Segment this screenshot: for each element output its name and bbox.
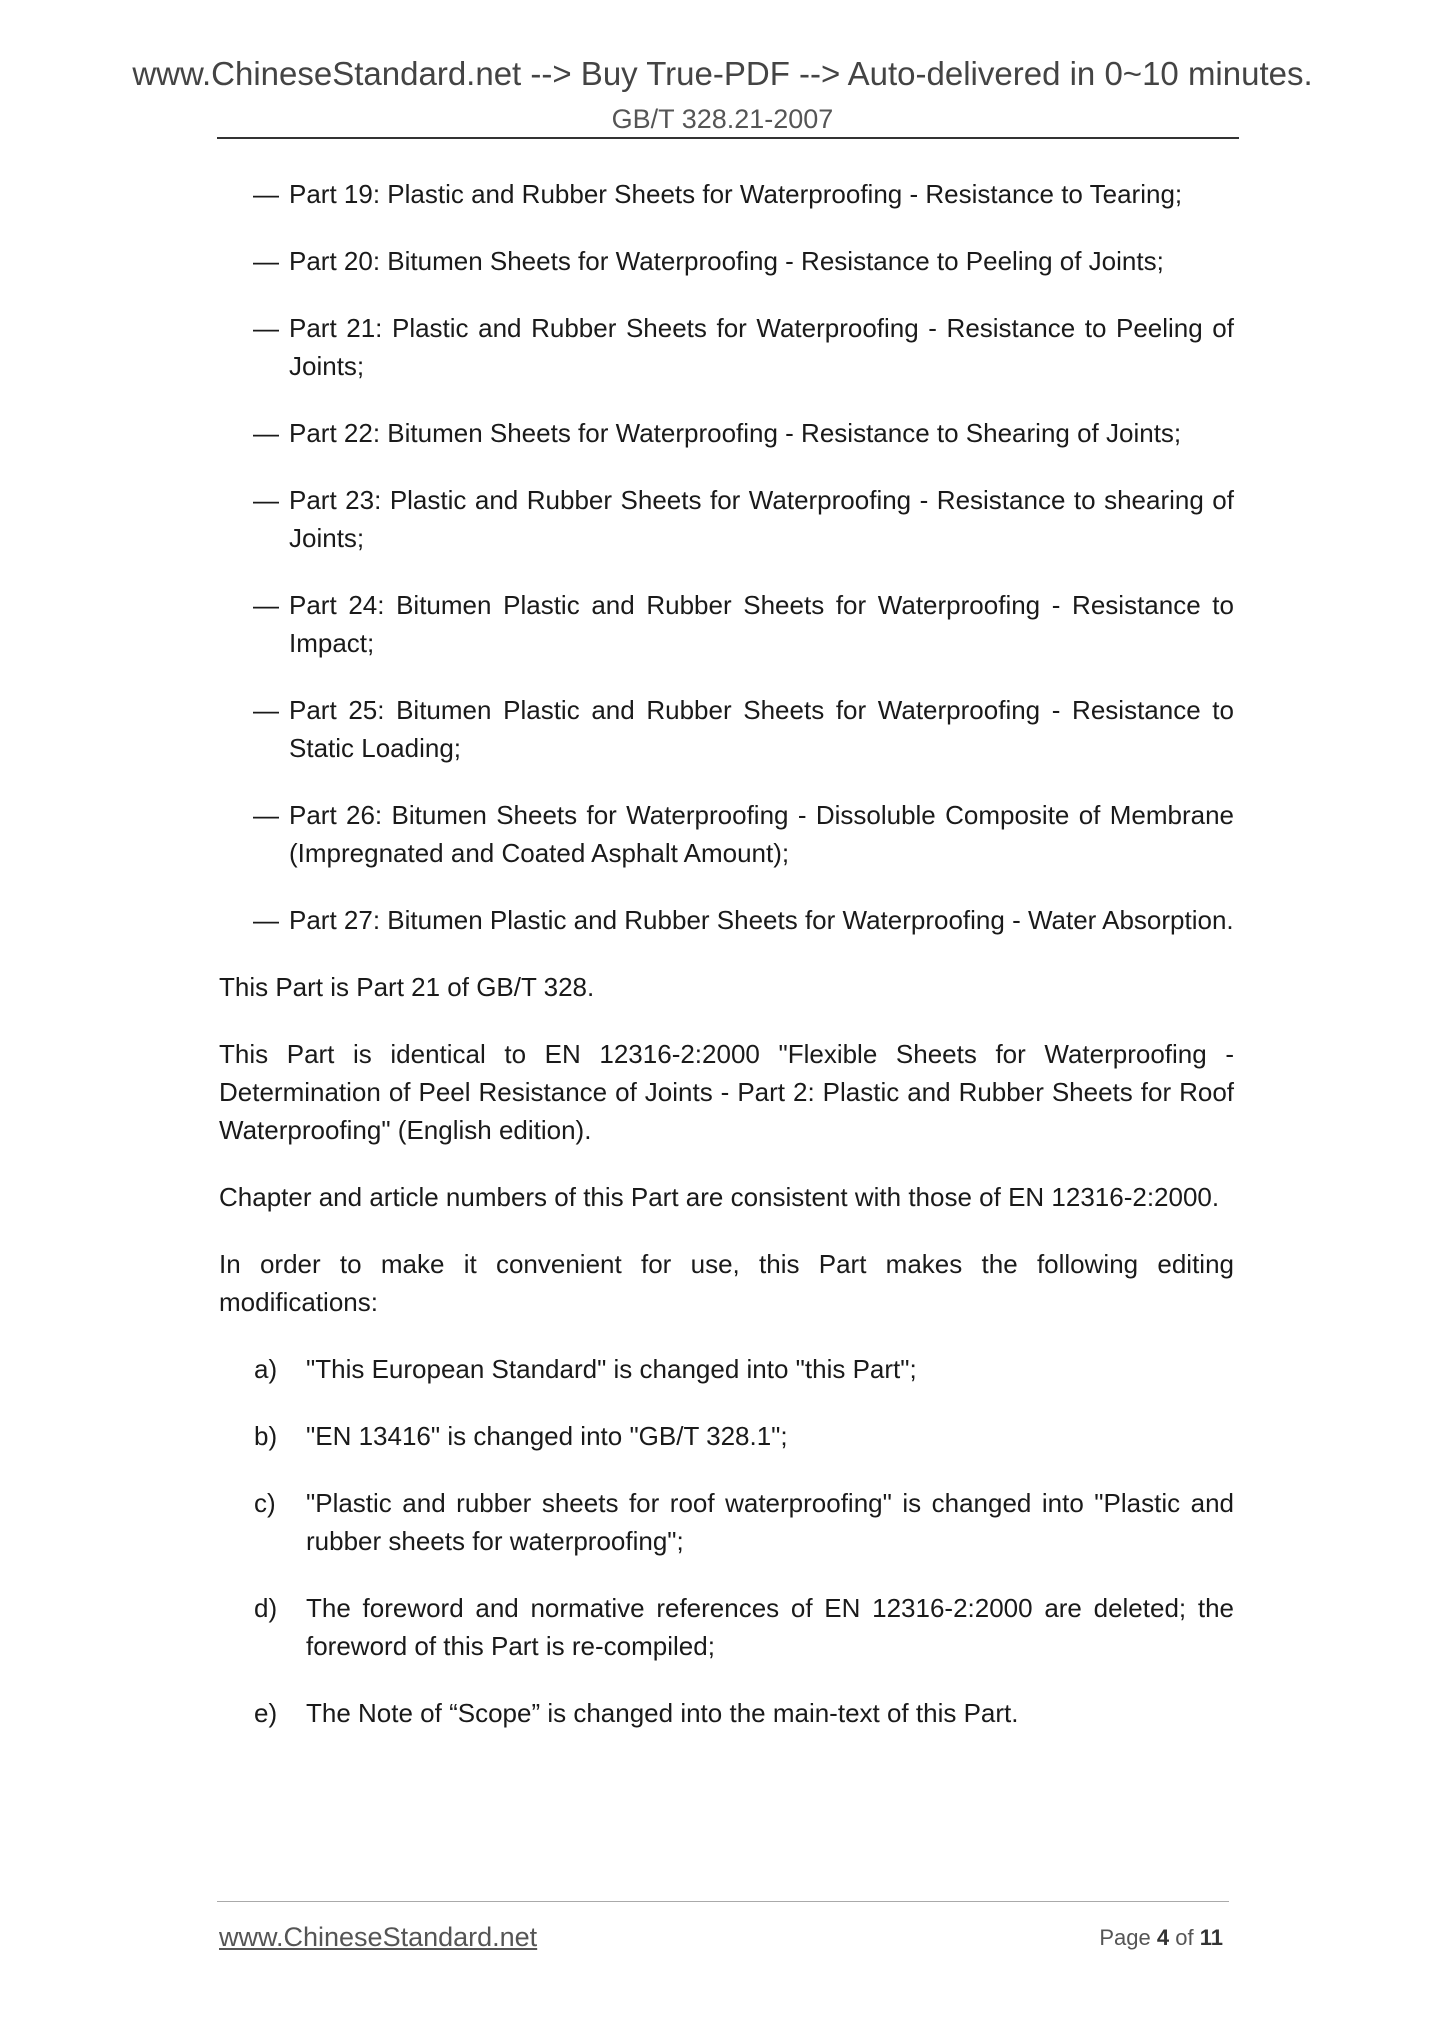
- page-current: 4: [1156, 1925, 1170, 1950]
- list-item-text: Part 22: Bitumen Sheets for Waterproofing - Resistance to Shearing of Joints;: [289, 418, 1182, 448]
- modification-item-e: [219, 1694, 1234, 1732]
- list-dash: —: [253, 590, 279, 620]
- list-dash: —: [253, 179, 279, 209]
- footer-site-link[interactable]: www.ChineseStandard.net: [219, 1922, 538, 1952]
- paragraph-identical-standard: This Part is identical to EN 12316-2:2000 "Flexible Sheets for Waterproofing - Determination of Peel Resistance of Joints - Part 2: Plastic and Rubber Sheets for Roof Waterproofing" (English edition).: [219, 1039, 1234, 1145]
- list-item-part-21: [219, 309, 1234, 385]
- list-dash: —: [253, 485, 279, 515]
- list-marker: e): [254, 1698, 278, 1728]
- footer-divider: [217, 1901, 1229, 1902]
- list-item-part-19: [219, 175, 1234, 213]
- paragraph-modifications-intro: In order to make it convenient for use, this Part makes the following editing modifications:: [219, 1249, 1234, 1317]
- list-dash: —: [253, 695, 279, 725]
- list-marker: d): [254, 1593, 278, 1623]
- list-item-text: "This European Standard" is changed into "this Part";: [306, 1354, 917, 1384]
- list-dash: —: [253, 418, 279, 448]
- modification-item-a: [219, 1350, 1234, 1388]
- list-item-part-22: [219, 414, 1234, 452]
- document-code: GB/T 328.21-2007: [611, 104, 834, 134]
- page-content: [219, 175, 1234, 1761]
- list-item-text: "EN 13416" is changed into "GB/T 328.1";: [306, 1421, 788, 1451]
- paragraph-part-number: This Part is Part 21 of GB/T 328.: [219, 972, 595, 1002]
- list-item-text: "Plastic and rubber sheets for roof waterproofing" is changed into "Plastic and rubber sheets for waterproofing";: [306, 1488, 1234, 1556]
- list-dash: —: [253, 246, 279, 276]
- list-item-part-20: [219, 242, 1234, 280]
- list-item-text: Part 23: Plastic and Rubber Sheets for Waterproofing - Resistance to shearing of Joints;: [289, 485, 1234, 553]
- list-dash: —: [253, 905, 279, 935]
- list-dash: —: [253, 313, 279, 343]
- page-number: [1099, 1925, 1223, 1951]
- list-item-part-27: [219, 901, 1234, 939]
- list-item-part-25: [219, 691, 1234, 767]
- header-divider: [217, 137, 1239, 139]
- list-item-text: Part 19: Plastic and Rubber Sheets for Waterproofing - Resistance to Tearing;: [289, 179, 1183, 209]
- list-item-part-26: [219, 796, 1234, 872]
- list-item-text: The Note of “Scope” is changed into the main-text of this Part.: [306, 1698, 1019, 1728]
- page-of: of: [1175, 1925, 1194, 1950]
- list-marker: b): [254, 1421, 278, 1451]
- modification-item-b: [219, 1417, 1234, 1455]
- list-marker: c): [254, 1488, 276, 1518]
- list-marker: a): [254, 1354, 278, 1384]
- page-banner: www.ChineseStandard.net --> Buy True-PDF --> Auto-delivered in 0~10 minutes.: [132, 55, 1313, 92]
- list-item-text: Part 24: Bitumen Plastic and Rubber Sheets for Waterproofing - Resistance to Impact;: [289, 590, 1234, 658]
- modification-item-c: [219, 1484, 1234, 1560]
- list-item-part-24: [219, 586, 1234, 662]
- list-item-part-23: [219, 481, 1234, 557]
- list-dash: —: [253, 800, 279, 830]
- list-item-text: Part 26: Bitumen Sheets for Waterproofing - Dissoluble Composite of Membrane (Impregnated and Coated Asphalt Amount);: [289, 800, 1234, 868]
- page-label: Page: [1099, 1925, 1151, 1950]
- modification-item-d: [219, 1589, 1234, 1665]
- page-total: 11: [1199, 1925, 1223, 1950]
- paragraph-numbering: Chapter and article numbers of this Part are consistent with those of EN 12316-2:2000.: [219, 1182, 1220, 1212]
- list-item-text: Part 21: Plastic and Rubber Sheets for Waterproofing - Resistance to Peeling of Joints;: [289, 313, 1234, 381]
- list-item-text: Part 27: Bitumen Plastic and Rubber Sheets for Waterproofing - Water Absorption.: [289, 905, 1234, 935]
- list-item-text: Part 20: Bitumen Sheets for Waterproofing - Resistance to Peeling of Joints;: [289, 246, 1164, 276]
- list-item-text: Part 25: Bitumen Plastic and Rubber Sheets for Waterproofing - Resistance to Static Loading;: [289, 695, 1234, 763]
- list-item-text: The foreword and normative references of EN 12316-2:2000 are deleted; the foreword of this Part is re-compiled;: [306, 1593, 1234, 1661]
